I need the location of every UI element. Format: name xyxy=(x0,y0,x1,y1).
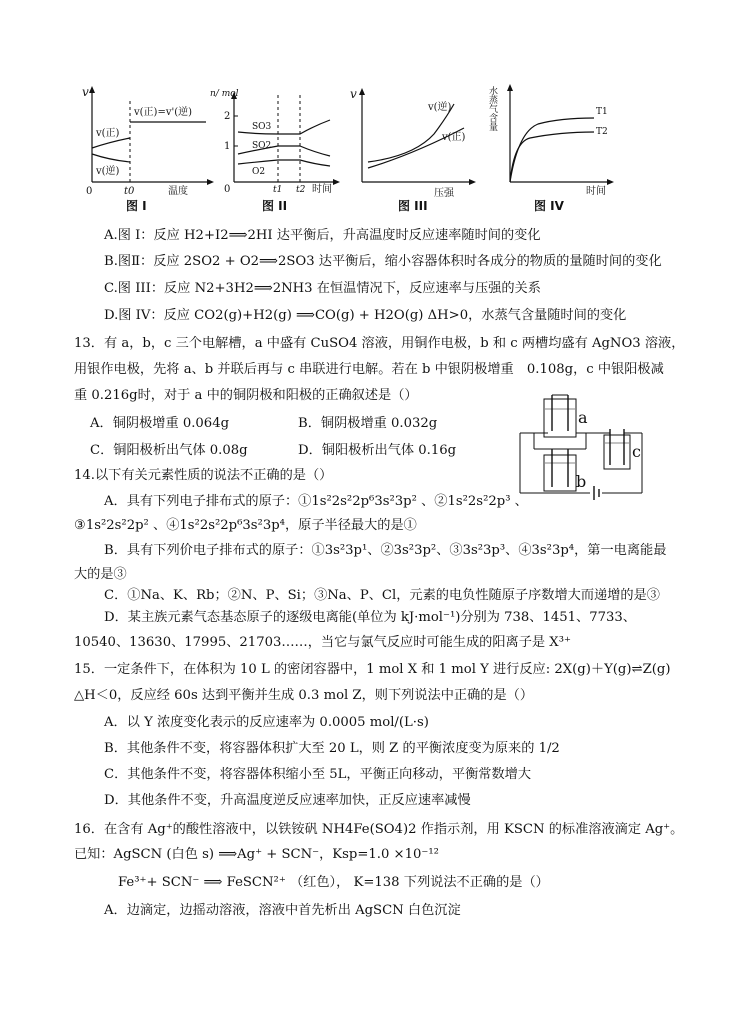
q12-option-d: D.图 IV：反应 CO2(g)+H2(g) ⟹CO(g) + H2O(g) ΔH>0，水蒸气含量随时间的变化 xyxy=(104,308,627,323)
figure-3-graph xyxy=(350,82,490,220)
fig3-label-ni: v(逆) xyxy=(428,102,452,113)
fig2-caption: 图 II xyxy=(262,199,288,213)
q16-stem-3: Fe³⁺+ SCN⁻ ⟹ FeSCN²⁺ （红色）， K=138 下列说法不正确的是（） xyxy=(118,875,549,890)
q16-stem-2: 已知：AgSCN (白色 s) ⟹Ag⁺ + SCN⁻，Ksp=1.0 ×10⁻¹² xyxy=(74,847,439,862)
fig1-y-label: v xyxy=(82,85,89,99)
figure-row xyxy=(78,82,678,222)
fig2-tick-2: 2 xyxy=(224,111,231,122)
q15-stem-2: △H＜0，反应经 60s 达到平衡并生成 0.3 mol Z，则下列说法中正确的是（） xyxy=(74,688,534,703)
fig1-t0: t0 xyxy=(124,186,135,197)
q14-option-b-2: 大的是③ xyxy=(74,567,127,582)
fig4-t1: T1 xyxy=(596,107,608,117)
fig3-label-zheng: v(正) xyxy=(442,132,466,143)
q16-option-a: A．边滴定，边摇动溶液，溶液中首先析出 AgSCN 白色沉淀 xyxy=(104,903,461,918)
q15-stem-1: 15．一定条件下，在体积为 10 L 的密闭容器中，1 mol X 和 1 mol Y 进行反应: 2X(g)＋Y(g)⇌Z(g) xyxy=(74,662,671,677)
q15-option-c: C．其他条件不变，将容器体积缩小至 5L，平衡正向移动，平衡常数增大 xyxy=(104,767,532,782)
fig1-line-label: v(正)=v'(逆) xyxy=(134,107,193,118)
figure-4-graph xyxy=(487,82,620,220)
figure-3 xyxy=(350,82,490,220)
fig2-o2-label: O2 xyxy=(252,167,266,177)
fig4-x-label: 时间 xyxy=(586,186,606,197)
fig2-tick-1: 1 xyxy=(224,141,231,152)
q14-option-c: C．①Na、K、Rb；②N、P、Si；③Na、P、Cl，元素的电负性随原子序数增大而递增的是③ xyxy=(104,588,660,603)
q14-option-a-1: A．具有下列电子排布式的原子：①1s²2s²2p⁶3s²3p² 、②1s²2s²2p³ 、 xyxy=(104,494,528,509)
q14-stem: 14.以下有关元素性质的说法不正确的是（） xyxy=(74,468,333,483)
q15-option-d: D．其他条件不变，升高温度逆反应速率加快，正反应速率减慢 xyxy=(104,793,471,808)
q16-stem-1: 16．在含有 Ag⁺的酸性溶液中，以铁铵矾 NH4Fe(SO4)2 作指示剂，用 KSCN 的标准溶液滴定 Ag⁺。 xyxy=(74,822,684,837)
fig1-x-label: 温度 xyxy=(168,186,188,197)
q13-option-b: B．铜阴极增重 0.032g xyxy=(298,416,438,431)
figure-1-graph xyxy=(78,82,218,220)
fig2-origin: 0 xyxy=(224,184,231,195)
figure-4 xyxy=(487,82,620,220)
fig4-t2: T2 xyxy=(596,127,608,137)
cell-c-label: c xyxy=(632,442,641,461)
q14-option-a-2: ③1s²2s²2p² 、④1s²2s²2p⁶3s²3p⁴，原子半径最大的是① xyxy=(74,518,417,533)
q13-option-a: A．铜阴极增重 0.064g xyxy=(90,416,230,431)
q14-option-b-1: B．具有下列价电子排布式的原子：①3s²3p¹、②3s²3p²、③3s²3p³、④3s²3p⁴，第一电离能最 xyxy=(104,543,667,558)
fig4-caption: 图 IV xyxy=(534,199,564,213)
q13-stem-3: 重 0.216g时，对于 a 中的铜阴极和阳极的正确叙述是（） xyxy=(74,388,418,403)
fig1-label-ni: v(逆) xyxy=(96,166,120,177)
cell-b-label: b xyxy=(576,472,587,491)
fig2-so2-label: SO2 xyxy=(252,141,272,151)
fig2-y-label: n/ mol xyxy=(210,89,239,99)
fig1-origin: 0 xyxy=(86,186,93,197)
q13-stem-2: 用银作电极，先将 a、b 并联后再与 c 串联进行电解。若在 b 中银阴极增重 0.108g，c 中银阳极减 xyxy=(74,362,664,377)
q13-option-c: C．铜阳极析出气体 0.08g xyxy=(90,443,248,458)
fig1-label-zheng: v(正) xyxy=(96,128,120,139)
figure-2-graph xyxy=(210,82,350,220)
fig2-so3-label: SO3 xyxy=(252,122,272,132)
fig3-caption: 图 III xyxy=(398,199,428,213)
fig3-y-label: v xyxy=(350,87,357,101)
q12-option-a: A.图 I：反应 H2+I2⟹2HI 达平衡后，升高温度时反应速率随时间的变化 xyxy=(104,228,541,243)
q14-option-d-1: D．某主族元素气态基态原子的逐级电离能(单位为 kJ·mol⁻¹)分别为 738、1451、7733、 xyxy=(104,610,636,625)
fig2-t2: t2 xyxy=(296,185,306,195)
q13-option-d: D．铜阳极析出气体 0.16g xyxy=(298,443,457,458)
q15-option-b: B．其他条件不变，将容器体积扩大至 20 L，则 Z 的平衡浓度变为原来的 1/2 xyxy=(104,741,560,756)
fig3-x-label: 压强 xyxy=(434,188,454,199)
fig4-y-label: 水蒸气含量 xyxy=(487,86,497,131)
cell-a-label: a xyxy=(578,408,588,427)
q12-option-c: C.图 III：反应 N2+3H2⟹2NH3 在恒温情况下，反应速率与压强的关系 xyxy=(104,281,541,296)
q14-option-d-2: 10540、13630、17995、21703……，当它与氯气反应时可能生成的阳离子是 X³⁺ xyxy=(74,635,571,650)
electrolysis-diagram xyxy=(514,393,648,511)
electrolysis-diagram-svg xyxy=(514,393,648,511)
q12-option-b: B.图Ⅱ：反应 2SO2 + O2⟹2SO3 达平衡后，缩小容器体积时各成分的物质的量随时间的变化 xyxy=(104,254,662,269)
fig2-t1: t1 xyxy=(273,185,283,195)
fig1-caption: 图 I xyxy=(126,199,147,213)
fig2-x-label: 时间 xyxy=(312,184,332,195)
q13-stem-1: 13．有 a，b，c 三个电解槽，a 中盛有 CuSO4 溶液，用铜作电极，b 和 c 两槽均盛有 AgNO3 溶液， xyxy=(74,336,685,351)
figure-1 xyxy=(78,82,218,220)
q15-option-a: A．以 Y 浓度变化表示的反应速率为 0.0005 mol/(L·s) xyxy=(104,715,429,730)
figure-2 xyxy=(210,82,350,220)
